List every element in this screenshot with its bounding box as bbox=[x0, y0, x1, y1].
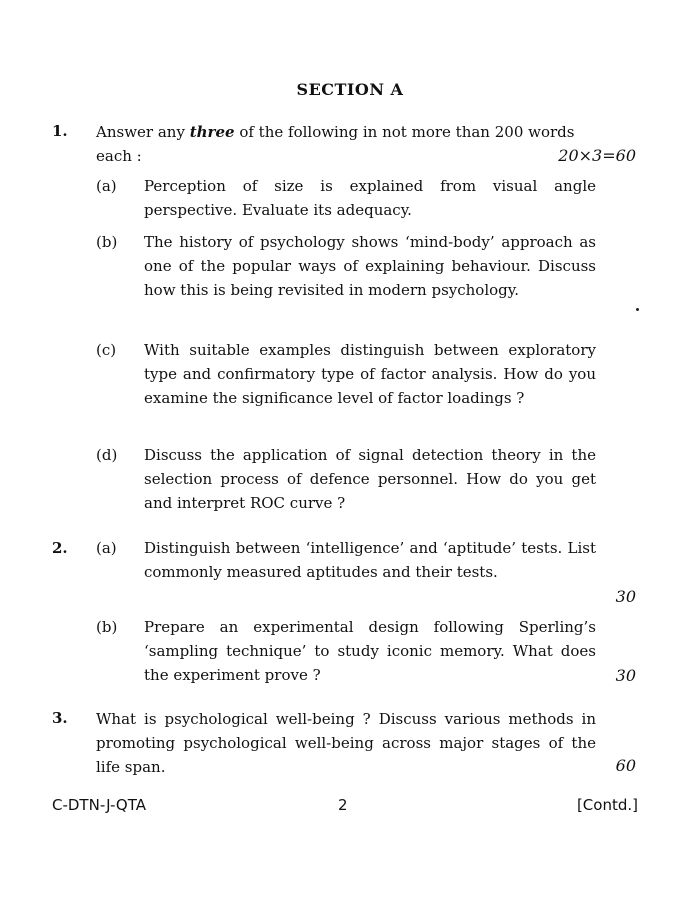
question-1-intro-post: of the following in not more than 200 words each : bbox=[96, 123, 575, 165]
question-2b-label: (b) bbox=[96, 618, 118, 636]
question-1-marks: 20×3=60 bbox=[558, 146, 636, 165]
question-1b-text: The history of psychology shows ‘mind-body’ approach as one of the popular ways of explaining behaviour. Discuss how this is being revisited in modern psychology. bbox=[144, 233, 596, 299]
footer-paper-code: C-DTN-J-QTA bbox=[52, 796, 146, 814]
question-2b-text: Prepare an experimental design following Sperling’s ‘sampling technique’ to study iconic memory. What does the experiment prove ? bbox=[144, 618, 596, 684]
question-1a-label: (a) bbox=[96, 177, 117, 195]
question-1c-text: With suitable examples distinguish between exploratory type and confirmatory type of factor analysis. How do you examine the significance level of factor loadings ? bbox=[144, 341, 596, 407]
question-number-3: 3. bbox=[52, 709, 68, 727]
section-title: SECTION A bbox=[296, 80, 404, 99]
question-3-text: What is psychological well-being ? Discuss various methods in promoting psychological well-being across major stages of the life span. bbox=[96, 710, 596, 776]
question-1d-label: (d) bbox=[96, 446, 118, 464]
question-1-intro-pre: Answer any bbox=[96, 123, 185, 141]
question-1c-label: (c) bbox=[96, 341, 117, 359]
question-1-intro-emphasis: three bbox=[189, 123, 235, 141]
footer-continued: [Contd.] bbox=[576, 796, 638, 814]
question-2b-marks: 30 bbox=[615, 666, 636, 685]
question-2a-text: Distinguish between ‘intelligence’ and ‘aptitude’ tests. List commonly measured aptitudes and their tests. bbox=[144, 539, 596, 581]
question-1-intro bbox=[96, 120, 596, 168]
question-number-2: 2. bbox=[52, 539, 68, 557]
question-number-1: 1. bbox=[52, 122, 68, 140]
scan-speck bbox=[636, 308, 639, 311]
question-1d-text: Discuss the application of signal detection theory in the selection process of defence personnel. How do you get and interpret ROC curve ? bbox=[144, 446, 596, 512]
footer-page-number: 2 bbox=[338, 796, 348, 814]
question-2a-marks: 30 bbox=[615, 587, 636, 606]
question-2a-label: (a) bbox=[96, 539, 117, 557]
question-3-marks: 60 bbox=[615, 756, 636, 775]
question-1a-text: Perception of size is explained from visual angle perspective. Evaluate its adequacy. bbox=[144, 177, 596, 219]
question-1b-label: (b) bbox=[96, 233, 118, 251]
